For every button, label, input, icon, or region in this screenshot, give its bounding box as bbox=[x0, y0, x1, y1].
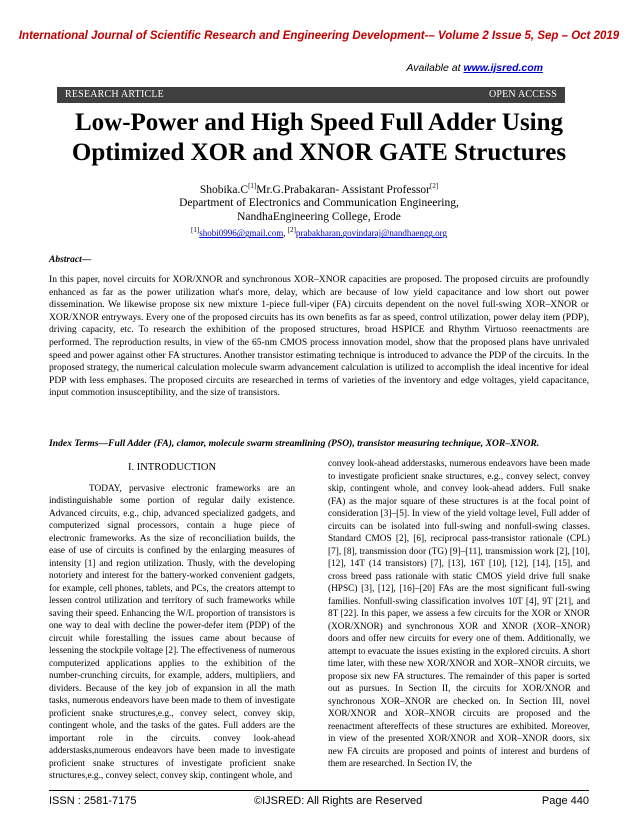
journal-header: International Journal of Scientific Research and Engineering Development-– Volume 2 Issue 5, Sep – Oct 2019 bbox=[18, 30, 620, 42]
author-1-ref: [1] bbox=[248, 182, 257, 190]
introduction-paragraph-left: TODAY, pervasive electronic frameworks are an indistinguishable some portion of regular daily existence. Advanced circuits, e.g., chip, advanced specialized gadgets, and computerized signal processors, contain a huge piece of electronic frameworks. As the size of reconciliation builds, the ease of use of circuits is confined by the enlarging measures of intensity [1] and region utilization. Thusly, with the developing notoriety and interest for the battery-worked convenient gadgets, for example, cell phones, tablets, and PCs, the creators attempt to lessen control utilization and territory of such frameworks while saving their speed. Enhancing the W/L proportion of transistors is one way to deal with decline the power-defer item (PDP) of the circuit while forestalling the issues came about because of lessening the stockpile voltage [2]. The effectiveness of numerous computerized applications applies to the exhibition of the number-crunching circuits, for example, adders, multipliers, and dividers. Because of the key job of expansion in all the math tasks, numerous endeavors have been made to them of investigate proficient snake structures,e.g., convey select, convey skip, contingent whole, and the tasks of the gates. Full adders are the important role in the circuits. convey look-ahead adderstasks,numerous endeavors have been made to investigate proficient snake structures of investigate proficient snake structures,e.g., convey select, convey skip, contingent whole, and bbox=[49, 483, 295, 781]
college: NandhaEngineering College, Erode bbox=[237, 210, 401, 223]
article-type-banner bbox=[57, 87, 565, 103]
section-heading-introduction: I. INTRODUCTION bbox=[127, 462, 217, 473]
availability-line bbox=[406, 62, 543, 74]
author-1: Shobika.C bbox=[199, 183, 249, 196]
title-line-2: Optimized XOR and XNOR GATE Structures bbox=[71, 139, 567, 166]
available-label: Available at bbox=[406, 62, 464, 74]
footer-rule bbox=[49, 790, 589, 791]
email-2-link[interactable]: prabakharan.govindaraj@nandhaengg.org bbox=[295, 228, 447, 239]
author-2-ref: [2] bbox=[430, 182, 439, 190]
introduction-paragraph-right: convey look-ahead adderstasks, numerous endeavors have been made to investigate proficient snake structures, e.g., convey select, convey skip, contingent whole, and convey look-ahead adders. Full snake (FA) as the major square of these structures is at the focal point of consideration [3]–[5]. In view of the yield voltage level, Full adder of circuits can be isolated into full-swing and nonfull-swing classes. Standard CMOS [2], [6], reciprocal pass-transistor rationale (CPL) [7], [8], transmission door (TG) [9]–[11], transmission work [2], [10], [12], 14T (14 transistors) [7], [13], 16T [10], [12], [14], [15], and cross breed pass rationale with static CMOS yield drive full snake (HPSC) [3], [12], [16]–[20] FAs are the most significant full-swing families. Nonfull-swing classification involves 10T [4], 9T [21], and 8T [22]. In this paper, we assess a few circuits for the XOR or XNOR (XOR/XNOR) and synchronous XOR and XNOR (XOR–XNOR) doors and offer new circuits for every one of them. Additionally, we attempt to evacuate the issues existing in the explored circuits. A short time later, with these new XOR/XNOR and XOR–XNOR circuits, we propose six new FA structures. The remainder of this paper is sorted out as pursues. In Section II, the circuits for XOR/XNOR and synchronous XOR–XNOR are checked on. In Section III, novel XOR/XNOR and XOR–XNOR circuits are proposed and the reenactment aftereffects of these structures are exhibited. Moreover, in view of the presented XOR/XNOR and XOR–XNOR doors, six new FA circuits are proposed and points of interest and burdens of them are researched. In Section IV, the bbox=[328, 459, 590, 769]
index-terms-label: Index Terms— bbox=[49, 438, 109, 449]
index-terms bbox=[49, 438, 589, 449]
email-separator: , bbox=[283, 228, 288, 239]
index-terms-text: Full Adder (FA), clamor, molecule swarm streamlining (PSO), transistor measuring technique, XOR–XNOR. bbox=[108, 438, 540, 449]
copyright: ©IJSRED: All Rights are Reserved bbox=[254, 795, 423, 807]
author-emails bbox=[0, 224, 638, 241]
email-1-link[interactable]: shobi0996@gmail.com bbox=[199, 228, 284, 239]
open-access-label: OPEN ACCESS bbox=[488, 89, 557, 100]
issn: ISSN : 2581-7175 bbox=[49, 795, 137, 807]
email-2-ref: [2] bbox=[287, 226, 296, 235]
abstract-text: In this paper, novel circuits for XOR/XNOR and synchronous XOR–XNOR capacities are proposed. The proposed circuits are profoundly enhanced as far as the power utilization what's more, delay, which are because of low yield capacitance and low short out power dissemination. We likewise propose six new mixture 1-piece full-viper (FA) circuits dependent on the novel full-swing XOR–XNOR or XOR/XNOR entryways. Every one of the proposed circuits has its own benefits as far as speed, control utilization, power delay item (PDP), driving capacity, etc. To research the exhibition of the proposed structures, broad HSPICE and Rhythm Virtuoso reenactments are performed. The reproduction results, in view of the 65-nm CMOS process innovation model, show that the proposed plans have unrivaled speed and power against other FA structures. Another transistor estimating technique is introduced to advance the PDP of the circuits. In the proposed strategy, the numerical calculation molecule swarm advancement calculation is utilized to accomplish the ideal incentive for ideal PDP with less emphases. The proposed circuits are researched in terms of varieties of the inventory and edge voltages, yield capacitance, input commotion insusceptibility, and the size of transistors. bbox=[49, 274, 589, 399]
author-names bbox=[0, 180, 638, 197]
abstract-heading: Abstract— bbox=[49, 255, 92, 265]
journal-website-link[interactable]: www.ijsred.com bbox=[463, 62, 543, 74]
body-column-left bbox=[49, 458, 295, 783]
title-line-1: Low-Power and High Speed Full Adder Using bbox=[74, 109, 564, 136]
body-column-right bbox=[328, 458, 590, 771]
research-article-label: RESEARCH ARTICLE bbox=[65, 89, 164, 100]
department: Department of Electronics and Communication Engineering, bbox=[179, 197, 459, 210]
paper-title bbox=[0, 108, 638, 168]
author-block bbox=[0, 180, 638, 241]
author-2: Mr.G.Prabakaran- Assistant Professor bbox=[256, 183, 430, 196]
page-number: Page 440 bbox=[541, 795, 589, 807]
email-1-ref: [1] bbox=[191, 226, 200, 235]
